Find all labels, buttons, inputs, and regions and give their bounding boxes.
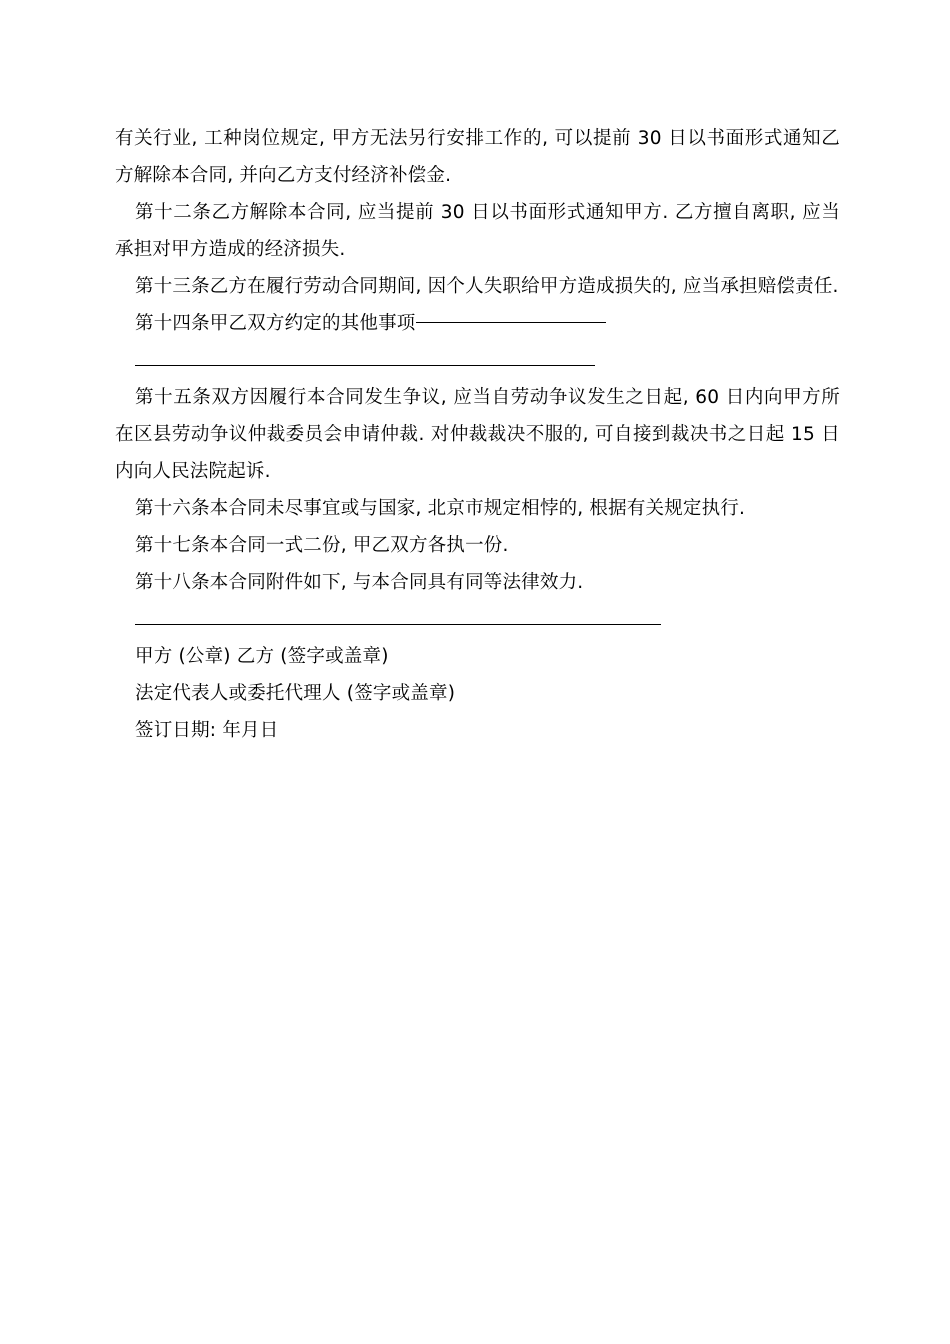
attachment-line-row: [115, 601, 840, 638]
paragraph-article-16: 第十六条本合同未尽事宜或与国家, 北京市规定相悖的, 根据有关规定执行.: [135, 498, 746, 519]
fill-in-blank-line: [135, 623, 661, 625]
paragraph-article-12: 第十二条乙方解除本合同, 应当提前 30 日以书面形式通知甲方. 乙方擅自离职, 应当承担对甲方造成的经济损失.: [115, 202, 840, 260]
document-body: [115, 120, 840, 749]
paragraph-article-14: [115, 305, 840, 342]
paragraph-article-17: 第十七条本合同一式二份, 甲乙双方各执一份.: [135, 535, 509, 556]
signature-representative-line: 法定代表人或委托代理人 (签字或盖章): [135, 683, 456, 704]
paragraph-article-15: 第十五条双方因履行本合同发生争议, 应当自劳动争议发生之日起, 60 日内向甲方所在区县劳动争议仲裁委员会申请仲裁. 对仲裁裁决不服的, 可自接到裁决书之日起 15 日内向人民法院起诉.: [115, 387, 840, 482]
paragraph-article-18: 第十八条本合同附件如下, 与本合同具有同等法律效力.: [135, 572, 584, 593]
fill-in-blank-line: [135, 364, 595, 366]
signature-date-line: 签订日期: 年月日: [135, 720, 279, 741]
fill-in-line-row: [115, 342, 840, 379]
fill-in-blank-line: [416, 321, 606, 323]
signature-party-line: 甲方 (公章) 乙方 (签字或盖章): [135, 646, 389, 667]
paragraph-article-13: 第十三条乙方在履行劳动合同期间, 因个人失职给甲方造成损失的, 应当承担赔偿责任.: [135, 276, 839, 297]
paragraph-article-11-continued: 有关行业, 工种岗位规定, 甲方无法另行安排工作的, 可以提前 30 日以书面形式通知乙方解除本合同, 并向乙方支付经济补偿金.: [115, 128, 840, 186]
article-14-text: 第十四条甲乙双方约定的其他事项: [135, 313, 416, 334]
